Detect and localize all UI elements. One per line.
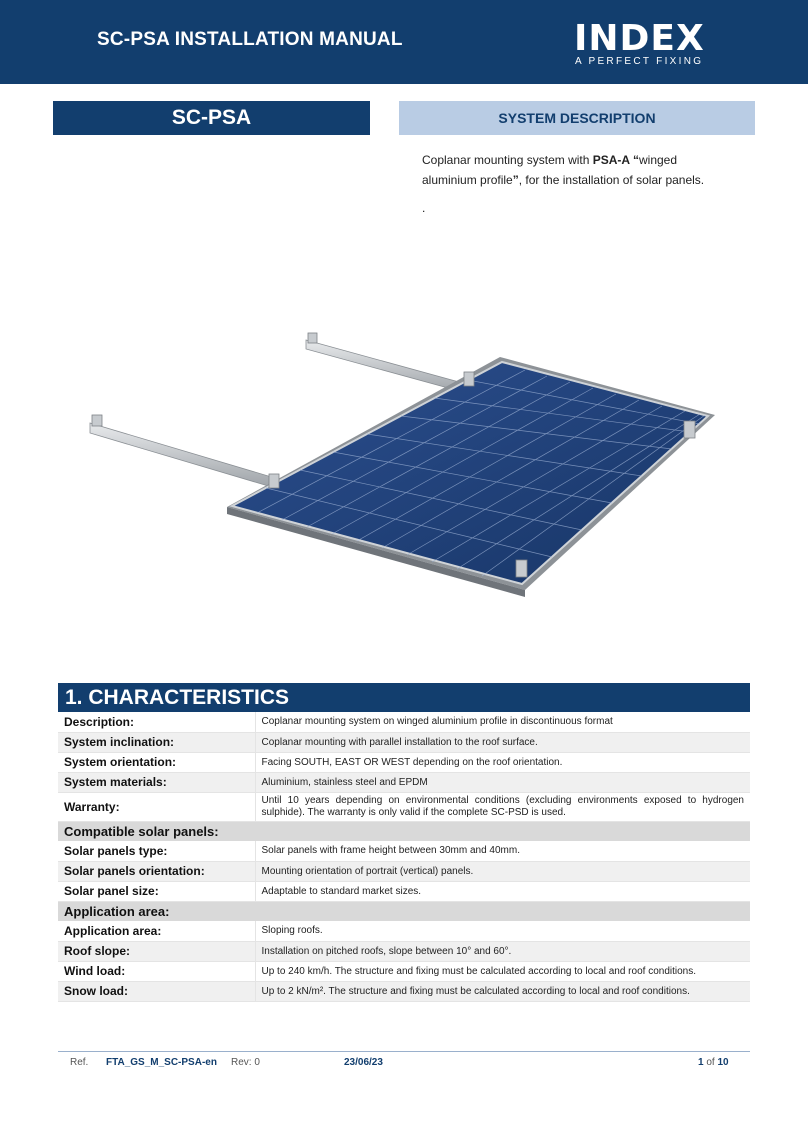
characteristics-section	[58, 683, 750, 1002]
row-value: Aluminium, stainless steel and EPDM	[255, 772, 750, 792]
desc-dot: .	[422, 201, 426, 215]
row-value: Coplanar mounting with parallel installation to the roof surface.	[255, 732, 750, 752]
row-key: Solar panels orientation:	[58, 861, 255, 881]
index-logo	[574, 20, 714, 70]
page-total: 10	[717, 1057, 729, 1068]
row-value: Facing SOUTH, EAST OR WEST depending on the roof orientation.	[255, 752, 750, 772]
row-value: Sloping roofs.	[255, 921, 750, 941]
row-key: System inclination:	[58, 732, 255, 752]
group-row	[58, 821, 750, 841]
row-value: Installation on pitched roofs, slope between 10° and 60°.	[255, 941, 750, 961]
ref-label: Ref.	[70, 1057, 89, 1068]
table-row	[58, 792, 750, 821]
group-application-area: Application area:	[58, 901, 750, 921]
logo-tagline: A PERFECT FIXING	[575, 56, 704, 67]
manual-title: SC-PSA INSTALLATION MANUAL	[97, 29, 403, 50]
desc-part1: Coplanar mounting system with	[422, 153, 593, 167]
issue-date: 23/06/23	[344, 1057, 383, 1068]
row-value: Up to 240 km/h. The structure and fixing must be calculated according to local and roof conditions.	[255, 961, 750, 981]
table-row	[58, 861, 750, 881]
table-row	[58, 712, 750, 732]
system-description-text	[422, 150, 732, 190]
table-row	[58, 732, 750, 752]
table-row	[58, 941, 750, 961]
row-key: Description:	[58, 712, 255, 732]
row-value: Mounting orientation of portrait (vertical) panels.	[255, 861, 750, 881]
characteristics-table	[58, 712, 750, 1002]
row-key: Roof slope:	[58, 941, 255, 961]
row-key: Application area:	[58, 921, 255, 941]
page-footer	[58, 1057, 750, 1071]
footer-divider	[58, 1051, 750, 1052]
desc-bold2: ”	[512, 173, 519, 187]
page-number	[698, 1057, 729, 1068]
desc-part2: winged aluminium profile	[422, 153, 678, 187]
group-row	[58, 901, 750, 921]
characteristics-heading: 1. CHARACTERISTICS	[58, 683, 750, 712]
row-value: Coplanar mounting system on winged aluminium profile in discontinuous format	[255, 712, 750, 732]
row-value: Solar panels with frame height between 30mm and 40mm.	[255, 841, 750, 861]
table-row	[58, 881, 750, 901]
row-key: Snow load:	[58, 981, 255, 1001]
row-value: Adaptable to standard market sizes.	[255, 881, 750, 901]
product-title: SC-PSA	[53, 101, 370, 135]
table-row	[58, 752, 750, 772]
row-key: System orientation:	[58, 752, 255, 772]
table-row	[58, 772, 750, 792]
solar-panel-image	[70, 320, 730, 620]
row-key: Warranty:	[58, 792, 255, 821]
row-value: Up to 2 kN/m². The structure and fixing must be calculated according to local and roof conditions.	[255, 981, 750, 1001]
table-row	[58, 921, 750, 941]
system-description-title: SYSTEM DESCRIPTION	[399, 101, 755, 135]
revision: Rev: 0	[231, 1057, 260, 1068]
group-compatible-panels: Compatible solar panels:	[58, 821, 750, 841]
desc-bold1: PSA-A “	[592, 153, 639, 167]
row-key: Wind load:	[58, 961, 255, 981]
page-header	[0, 0, 808, 84]
row-key: Solar panels type:	[58, 841, 255, 861]
row-key: Solar panel size:	[58, 881, 255, 901]
ref-value: FTA_GS_M_SC-PSA-en	[106, 1057, 217, 1068]
page-current: 1	[698, 1057, 704, 1068]
logo-wordmark: INDEX	[574, 18, 705, 59]
page-of: of	[706, 1057, 715, 1068]
row-key: System materials:	[58, 772, 255, 792]
table-row	[58, 961, 750, 981]
table-row	[58, 981, 750, 1001]
table-row	[58, 841, 750, 861]
row-value: Until 10 years depending on environmental conditions (excluding environments exposed to hydrogen sulphide). The warranty is only valid if the complete SC-PSD is used.	[255, 792, 750, 821]
desc-part3: , for the installation of solar panels.	[518, 173, 705, 187]
